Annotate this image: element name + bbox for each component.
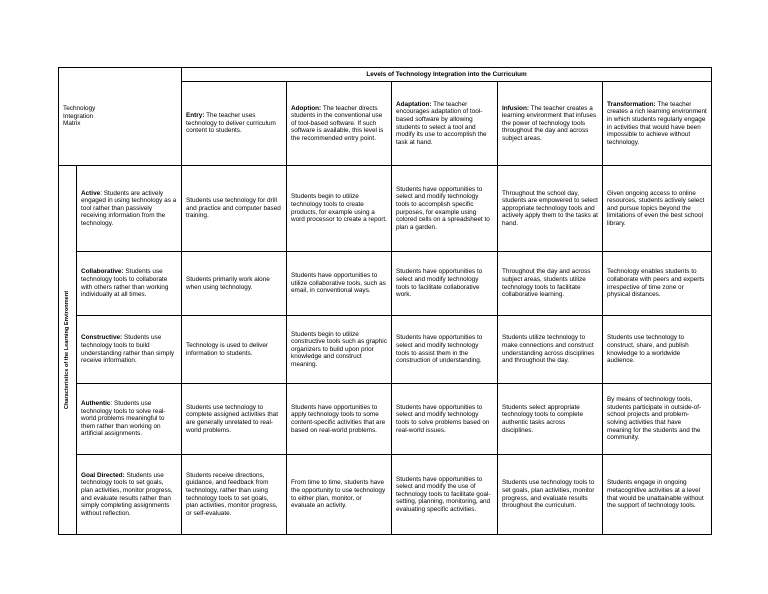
side-label-cell <box>59 166 77 535</box>
characteristic-name: Goal Directed: <box>81 471 125 479</box>
matrix-cell: Students use technology to complete assigned activities that are generally unrelated to real-world problems. <box>182 384 287 455</box>
characteristic-desc: : Students are actively engaged in using technology as a tool rather than passively receiving information from the technology. <box>81 189 177 227</box>
levels-title: Levels of Technology Integration into the Curriculum <box>182 68 712 82</box>
level-desc: The teacher creates a learning environment that infuses the power of technology tools throughout the day and across subject areas. <box>502 104 597 142</box>
characteristic-authentic <box>77 384 182 455</box>
characteristic-name: Constructive: <box>81 334 123 342</box>
level-desc: The teacher directs students in the conventional use of tool-based software. If such software is available, this level is the recommended entry point. <box>291 104 384 142</box>
level-name: Entry: <box>186 112 205 120</box>
level-name: Transformation: <box>607 100 656 108</box>
characteristic-name: Collaborative: <box>81 268 124 276</box>
matrix-cell: Students begin to utilize technology tools to create products, for example using a word processor to create a report. <box>287 166 392 252</box>
level-desc: The teacher uses technology to deliver curriculum content to students. <box>186 112 276 135</box>
matrix-cell: Students begin to utilize constructive tools such as graphic organizers to build upon prior knowledge and construct meaning. <box>287 316 392 384</box>
technology-integration-matrix <box>58 67 712 535</box>
characteristic-collaborative <box>77 252 182 316</box>
matrix-cell: Students select appropriate technology tools to complete authentic tasks across disciplines. <box>498 384 603 455</box>
level-name: Adoption: <box>291 104 322 112</box>
matrix-cell: Throughout the school day, students are empowered to select appropriate technology tools and actively apply them to the tasks at hand. <box>498 166 603 252</box>
matrix-cell: From time to time, students have the opportunity to use technology to either plan, monitor, or evaluate an activity. <box>287 455 392 535</box>
matrix-cell: Students use technology tools to set goals, plan activities, monitor progress, and evaluate results throughout the curriculum. <box>498 455 603 535</box>
matrix-cell: Students use technology for drill and practice and computer based training. <box>182 166 287 252</box>
matrix-cell: Students utilize technology to make connections and construct understanding across disciplines and throughout the day. <box>498 316 603 384</box>
matrix-title-line: Integration <box>63 112 94 120</box>
matrix-cell: Students have opportunities to select and modify technology tools to accomplish specific purposes, for example using colored cells on a spreadsheet to plan a garden. <box>392 166 498 252</box>
characteristic-desc: : Students use technology tools to solve real-world problems meaningful to them rather than working on artificial assignments. <box>81 400 166 438</box>
side-label: Characteristics of the Learning Environment <box>63 290 70 410</box>
matrix-title <box>59 68 182 166</box>
level-name: Adaptation: <box>396 100 432 108</box>
characteristic-name: Authentic <box>81 400 111 408</box>
matrix-cell: Technology is used to deliver information to students. <box>182 316 287 384</box>
characteristic-desc: Students use technology tools to collaborate with others rather than working individually at all times. <box>81 268 169 299</box>
level-name: Infusion: <box>502 104 529 112</box>
matrix-cell: Given ongoing access to online resources, students actively select and pursue topics beyond the limitations of even the best school library. <box>603 166 712 252</box>
matrix-cell: Students receive directions, guidance, and feedback from technology, rather than using technology tools to set goals, plan activities, monitor progress, or self-evaluate. <box>182 455 287 535</box>
matrix-cell: Technology enables students to collaborate with peers and experts irrespective of time zone or physical distances. <box>603 252 712 316</box>
matrix-cell: Students have opportunities to select and modify technology tools to facilitate collaborative work. <box>392 252 498 316</box>
matrix-cell: Students have opportunities to utilize collaborative tools, such as email, in conventional ways. <box>287 252 392 316</box>
matrix-cell: Students have opportunities to select and modify the use of technology tools to facilitate goal-setting, planning, monitoring, and evaluating specific activities. <box>392 455 498 535</box>
characteristic-goal-directed <box>77 455 182 535</box>
matrix-title-line: Matrix <box>63 120 81 128</box>
matrix-title-line: Technology <box>63 105 96 113</box>
characteristic-name: Active <box>81 189 101 197</box>
characteristic-constructive <box>77 316 182 384</box>
matrix-cell: Students use technology to construct, share, and publish knowledge to a worldwide audience. <box>603 316 712 384</box>
level-desc: The teacher creates a rich learning environment in which students regularly engage in activities that would have been impossible to achieve without technology. <box>607 100 707 146</box>
level-header-infusion <box>498 82 603 166</box>
characteristic-active <box>77 166 182 252</box>
level-header-adaptation <box>392 82 498 166</box>
matrix-cell: Students have opportunities to select and modify technology tools to solve problems based on real-world issues. <box>392 384 498 455</box>
level-header-entry <box>182 82 287 166</box>
characteristic-desc: Students use technology tools to build understanding rather than simply receive information. <box>81 334 175 365</box>
matrix-cell: Students have opportunities to apply technology tools to some content-specific activities that are based on real-world problems. <box>287 384 392 455</box>
level-header-adoption <box>287 82 392 166</box>
level-header-transformation <box>603 82 712 166</box>
level-desc: The teacher encourages adaptation of tool-based software by allowing students to select a tool and modify its use to accomplish the task at hand. <box>396 100 487 146</box>
characteristic-desc: Students use technology tools to set goals, plan activities, monitor progress, and evaluate results rather than simply completing assignments without reflection. <box>81 471 173 517</box>
matrix-cell: Students primarily work alone when using technology. <box>182 252 287 316</box>
matrix-cell: Students engage in ongoing metacognitive activities at a level that would be unattainable without the support of technology tools. <box>603 455 712 535</box>
matrix-cell: By means of technology tools, students participate in outside-of-school projects and problem-solving activities that have meaning for the students and the community. <box>603 384 712 455</box>
matrix-cell: Students have opportunities to select and modify technology tools to assist them in the construction of understanding. <box>392 316 498 384</box>
matrix-cell: Throughout the day and across subject areas, students utilize technology tools to facilitate collaborative learning. <box>498 252 603 316</box>
